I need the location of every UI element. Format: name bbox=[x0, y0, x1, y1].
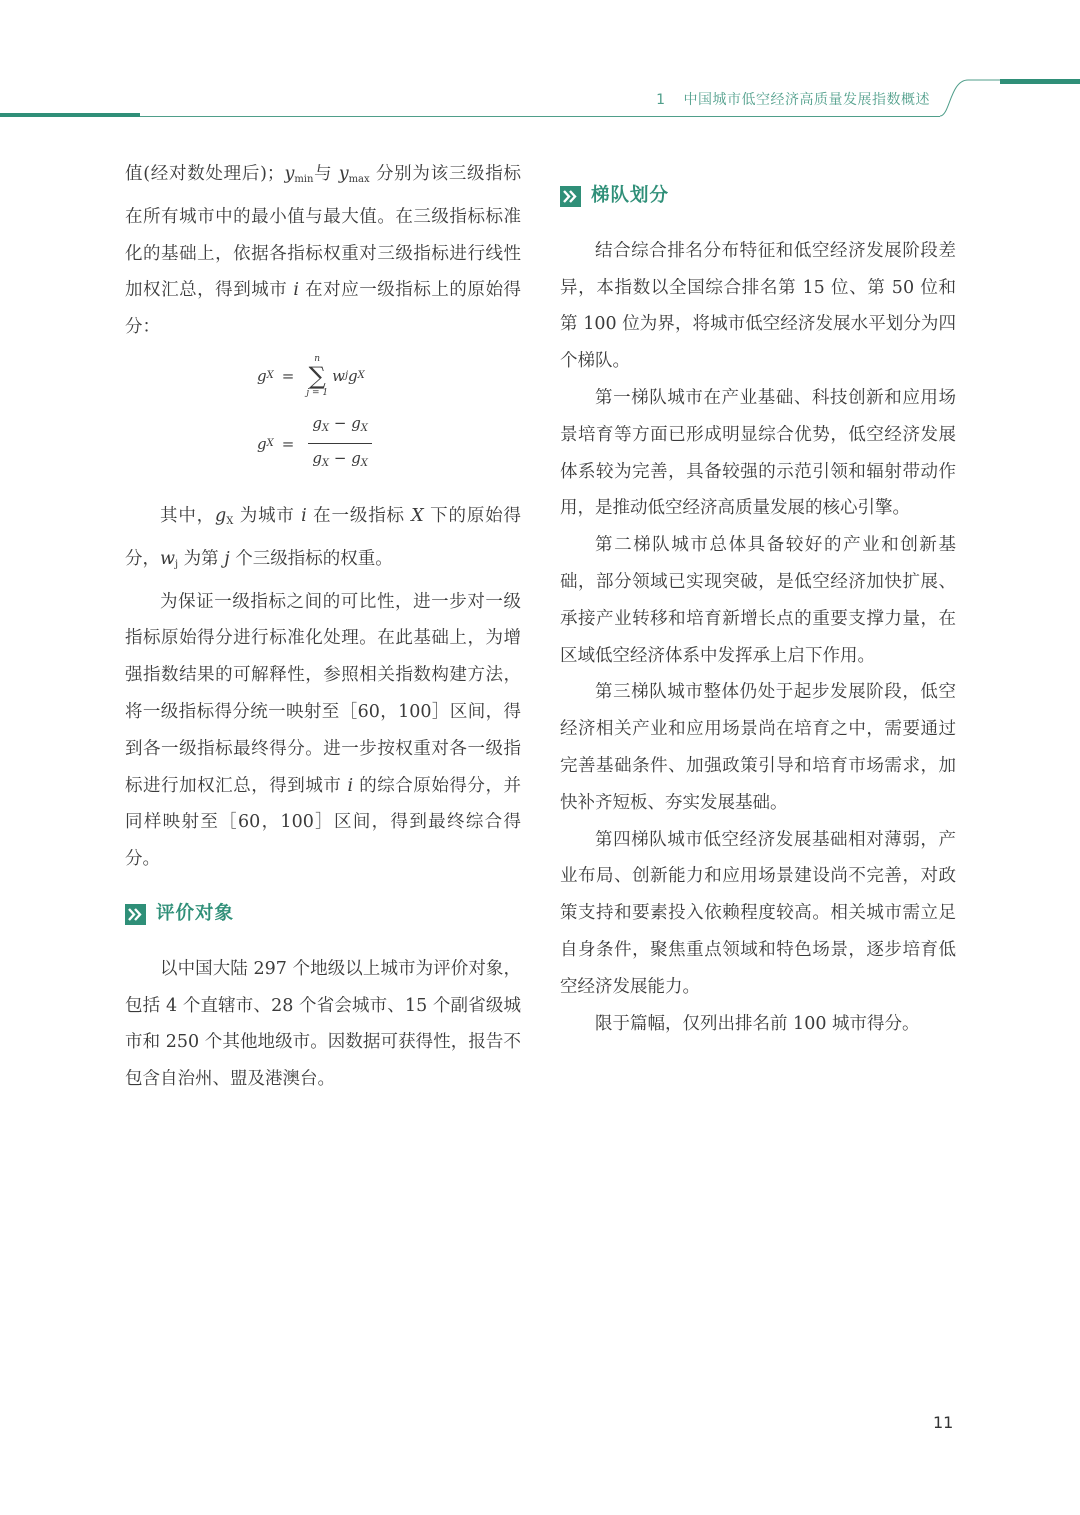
right-column bbox=[560, 178, 956, 1042]
section-heading-tier-division: 梯队划分 bbox=[560, 178, 956, 215]
paragraph-score-mapping: 为保证一级指标之间的可比性，进一步对一级指标原始得分进行标准化处理。在此基础上，为增强指数结果的可解释性，参照相关指数构建方法，将一级指标得分统一映射至［60，100］区间，得到各一级指标最终得分。进一步按权重对各一级指标进行加权汇总，得到城市 i 的综合原始得分，并同样映射至［60，100］区间，得到最终综合得分。 bbox=[125, 591, 522, 870]
double-chevron-icon bbox=[125, 904, 146, 925]
paragraph-tier-2: 第二梯队城市总体具备较好的产业和创新基础，部分领域已实现突破，是低空经济加快扩展、承接产业转移和培育新增长点的重要支撑力量，在区域低空经济体系中发挥承上启下作用。 bbox=[560, 535, 956, 666]
header-rule bbox=[140, 116, 940, 117]
chapter-number: 1 bbox=[656, 92, 666, 108]
page-number: 11 bbox=[933, 1413, 954, 1432]
paragraph-tier-4: 第四梯队城市低空经济发展基础相对薄弱，产业布局、创新能力和应用场景建设尚不完善，对政策支持和要素投入依赖程度较高。相关城市需立足自身条件，聚焦重点领域和特色场景，逐步培育低空经济发展能力。 bbox=[560, 829, 956, 997]
header-rule-accent bbox=[0, 113, 140, 117]
equation-standardization: g X = $\frac{g_X - g_X}{g_X - g_X}$ bbox=[257, 416, 372, 472]
section-heading-evaluation-objects: 评价对象 bbox=[125, 896, 521, 933]
paragraph-normalization: 值(经对数处理后)；$y_{min}$与 $y_{max}$ 分别为该三级指标在所有城市中的最小值与最大值。在三级指标标准化的基础上，依据各指标权重对三级指标进行线性加权汇总，得到城市 i 在对应一级指标上的原始得分： bbox=[125, 164, 522, 338]
fraction: $\frac{g_X - g_X}{g_X - g_X}$ bbox=[308, 412, 372, 475]
paragraph-tier-3: 第三梯队城市整体仍处于起步发展阶段，低空经济相关产业和应用场景尚在培育之中，需要通过完善基础条件、加强政策引导和培育市场需求，加快补齐短板、夯实发展基础。 bbox=[560, 682, 956, 813]
paragraph-evaluation-objects: 以中国大陆 297 个地级以上城市为评价对象，包括 4 个直辖市、28 个省会城市、15 个副省级城市和 250 个其他地级市。因数据可获得性，报告不包含自治州、盟及港澳台。 bbox=[125, 958, 521, 1090]
equation-weighted-sum: g X = n ∑ j = 1 w j g X bbox=[257, 353, 365, 398]
double-chevron-icon bbox=[560, 186, 581, 207]
left-column bbox=[125, 156, 521, 1098]
paragraph-tier-intro: 结合综合排名分布特征和低空经济发展阶段差异，本指数以全国综合排名第 15 位、第 50 位和第 100 位为界，将城市低空经济发展水平划分为四个梯队。 bbox=[560, 240, 956, 372]
header-rule-accent-right bbox=[1000, 79, 1080, 84]
running-header bbox=[656, 89, 930, 109]
paragraph-variable-definition: 其中，$g_X$ 为城市 i 在一级指标 X 下的原始得分，$w_j$ 为第 j 个三级指标的权重。 bbox=[125, 505, 521, 570]
paragraph-tier-1: 第一梯队城市在产业基础、科技创新和应用场景培育等方面已形成明显综合优势，低空经济发展体系较为完善，具备较强的示范引领和辐射带动作用，是推动低空经济高质量发展的核心引擎。 bbox=[560, 387, 956, 519]
header-curve-decoration bbox=[928, 78, 1008, 118]
paragraph-note: 限于篇幅，仅列出排名前 100 城市得分。 bbox=[595, 1013, 920, 1034]
equation-block bbox=[125, 346, 521, 498]
chapter-title: 中国城市低空经济高质量发展指数概述 bbox=[683, 92, 930, 108]
summation-symbol: n ∑ j = 1 bbox=[306, 353, 329, 398]
